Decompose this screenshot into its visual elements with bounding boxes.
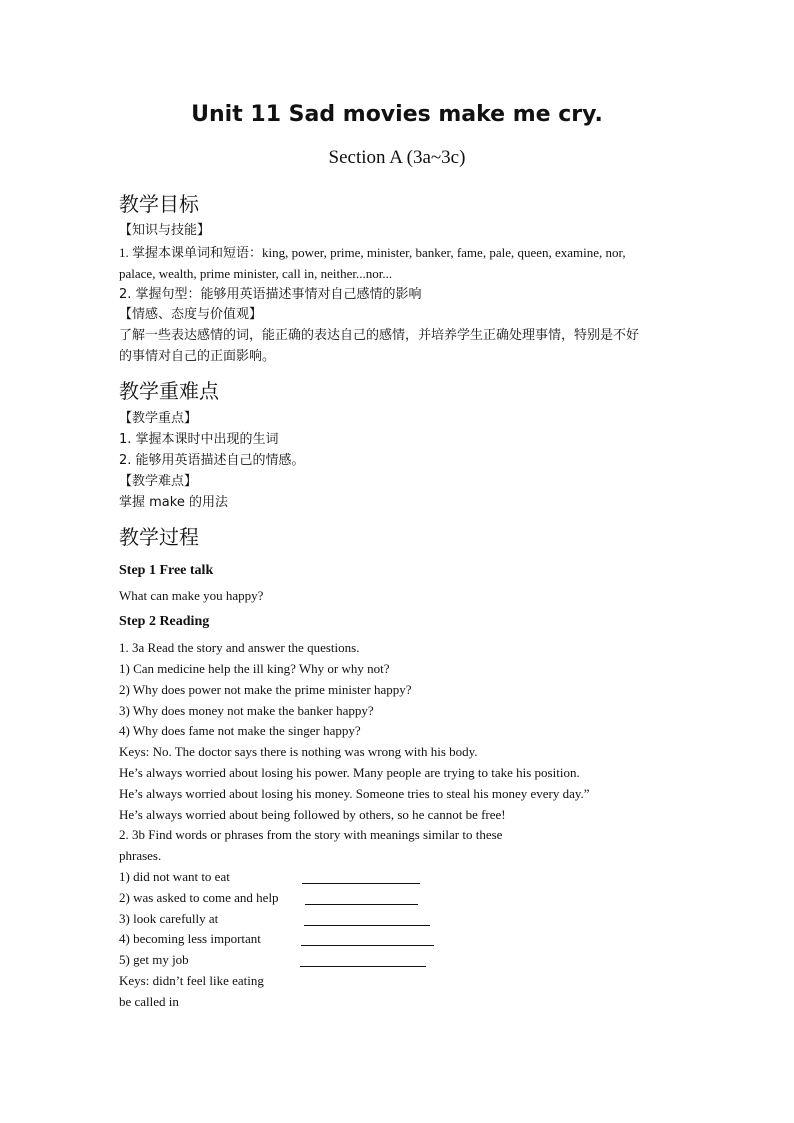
focus-item-2: 2. 能够用英语描述自己的情感。 [119, 453, 305, 468]
reading-line: 1) Can medicine help the ill king? Why or why not? [119, 661, 390, 676]
keypoints-heading: 教学重难点 [119, 379, 219, 403]
reading-line: 1. 3a Read the story and answer the questions. [119, 640, 360, 655]
document-subtitle: Section A (3a~3c) [328, 147, 466, 168]
objective-item-2: 2. 掌握句型：能够用英语描述事情对自己感情的影响 [119, 287, 422, 302]
emotion-line-2: 的事情对自己的正面影响。 [119, 349, 276, 364]
step1-title: Step 1 Free talk [119, 563, 214, 578]
reading-line: 2. 3b Find words or phrases from the story with meanings similar to these [119, 827, 503, 842]
difficulty-item-1: 掌握 make 的用法 [119, 495, 228, 510]
reading-line: 4) Why does fame not make the singer happy? [119, 723, 361, 738]
step1-question: What can make you happy? [119, 588, 264, 603]
reading-line: He’s always worried about losing his money. Someone tries to steal his money every day.” [119, 786, 590, 801]
fill-item: 2) was asked to come and help [119, 890, 279, 905]
reading-line: He’s always worried about losing his power. Many people are trying to take his position. [119, 765, 580, 780]
focus-item-1: 1. 掌握本课时中出现的生词 [119, 432, 279, 447]
fill-item: 1) did not want to eat [119, 869, 230, 884]
answer-blank [301, 945, 434, 946]
fill-item: 5) get my job [119, 952, 189, 967]
reading-line: 3) Why does money not make the banker happy? [119, 703, 374, 718]
step2-title: Step 2 Reading [119, 614, 210, 629]
document-title: Unit 11 Sad movies make me cry. [191, 102, 603, 127]
difficulty-label: 【教学难点】 [119, 474, 198, 489]
reading-line: He’s always worried about being followed by others, so he cannot be free! [119, 807, 506, 822]
answer-blank [304, 925, 430, 926]
emotion-label: 【情感、态度与价值观】 [119, 307, 263, 322]
emotion-line-1: 了解一些表达感情的词，能正确的表达自己的感情，并培养学生正确处理事情，特别是不好 [119, 328, 640, 343]
answer-blank [300, 966, 426, 967]
focus-label: 【教学重点】 [119, 411, 198, 426]
knowledge-label: 【知识与技能】 [119, 223, 211, 238]
keys-line-2: be called in [119, 994, 179, 1009]
answer-blank [302, 883, 420, 884]
fill-item: 4) becoming less important [119, 931, 261, 946]
objective-item-1-line-1: 1. 掌握本课单词和短语：king, power, prime, minister, banker, fame, pale, queen, examine, nor, [119, 245, 626, 260]
process-heading: 教学过程 [119, 525, 199, 549]
answer-blank [305, 904, 418, 905]
fill-item: 3) look carefully at [119, 911, 219, 926]
keys-line-1: Keys: didn’t feel like eating [119, 973, 264, 988]
objective-item-1-line-2: palace, wealth, prime minister, call in, neither...nor... [119, 266, 393, 281]
reading-line: phrases. [119, 848, 162, 863]
reading-line: Keys: No. The doctor says there is nothing was wrong with his body. [119, 744, 478, 759]
reading-line: 2) Why does power not make the prime minister happy? [119, 682, 412, 697]
objectives-heading: 教学目标 [119, 192, 199, 216]
